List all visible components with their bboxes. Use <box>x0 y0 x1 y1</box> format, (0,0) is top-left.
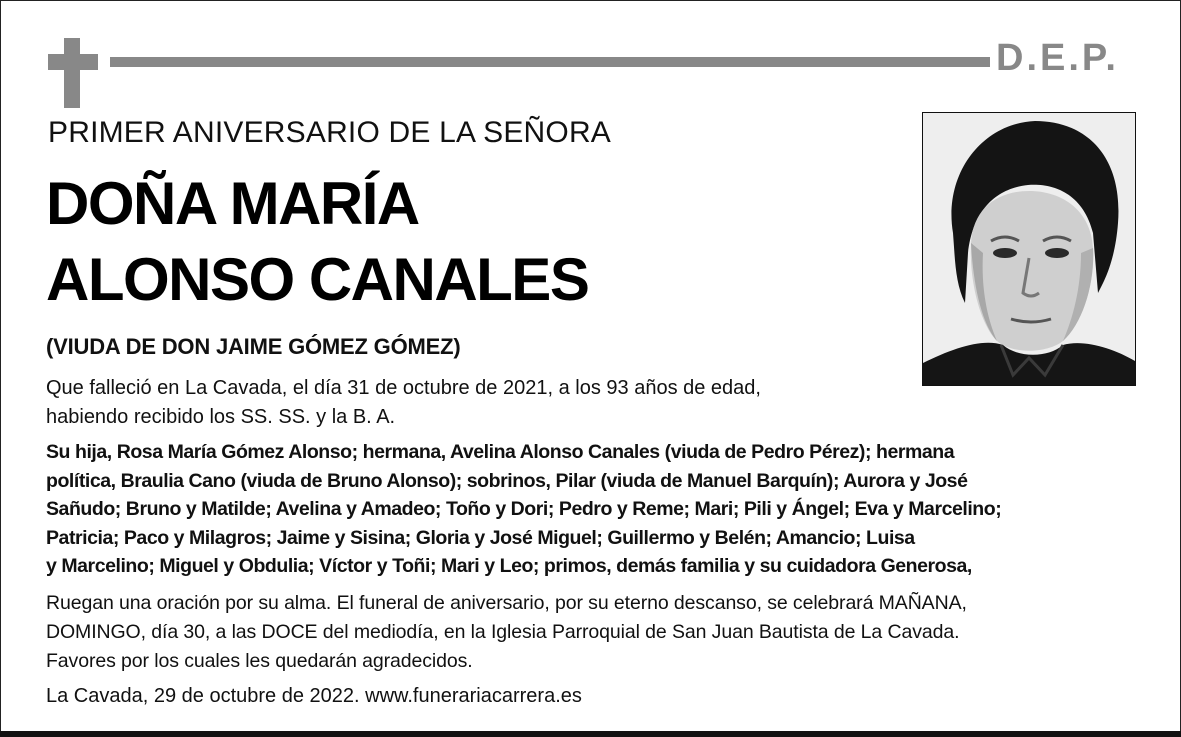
footer-place-date-website: La Cavada, 29 de octubre de 2022. www.funerariacarrera.es <box>46 685 582 707</box>
widow-of: (VIUDA DE DON JAIME GÓMEZ GÓMEZ) <box>46 334 461 359</box>
family-line: política, Braulia Cano (viuda de Bruno Alonso); sobrinos, Pilar (viuda de Manuel Barquín); Aurora y José <box>46 469 968 492</box>
family-line: Sañudo; Bruno y Matilde; Avelina y Amadeo; Toño y Dori; Pedro y Reme; Mari; Pili y Ángel; Eva y Marcelino; <box>46 498 1002 520</box>
death-line-2: habiendo recibido los SS. SS. y la B. A. <box>46 406 396 428</box>
portrait-image <box>923 113 1135 385</box>
portrait-photo <box>922 112 1136 386</box>
cross-icon-bar <box>48 54 98 70</box>
funeral-request <box>46 589 1136 676</box>
dep-label: D.E.P. <box>996 37 1119 79</box>
family-line: Patricia; Paco y Milagros; Jaime y Sisina; Gloria y José Miguel; Guillermo y Belén; Amancio; Luisa <box>46 526 915 549</box>
header-rule <box>110 57 990 67</box>
death-details <box>46 374 866 432</box>
anniversary-heading: PRIMER ANIVERSARIO DE LA SEÑORA <box>48 116 612 149</box>
request-line: Ruegan una oración por su alma. El funeral de aniversario, por su eterno descanso, se celebrará MAÑANA, <box>46 592 967 614</box>
name-line-1: DOÑA MARÍA <box>46 170 419 237</box>
family-line: Su hija, Rosa María Gómez Alonso; hermana, Avelina Alonso Canales (viuda de Pedro Pérez); hermana <box>46 441 955 463</box>
death-line-1: Que falleció en La Cavada, el día 31 de octubre de 2021, a los 93 años de edad, <box>46 377 761 399</box>
deceased-name <box>46 166 588 318</box>
cross-icon <box>64 38 80 108</box>
family-list <box>46 438 1136 581</box>
family-line: y Marcelino; Miguel y Obdulia; Víctor y Toñi; Mari y Leo; primos, demás familia y su cuidadora Generosa, <box>46 555 972 577</box>
request-line: DOMINGO, día 30, a las DOCE del mediodía, en la Iglesia Parroquial de San Juan Bautista de La Cavada. <box>46 621 960 643</box>
request-line: Favores por los cuales les quedarán agradecidos. <box>46 650 473 672</box>
name-line-2: ALONSO CANALES <box>46 246 589 313</box>
bottom-border <box>0 731 1181 737</box>
